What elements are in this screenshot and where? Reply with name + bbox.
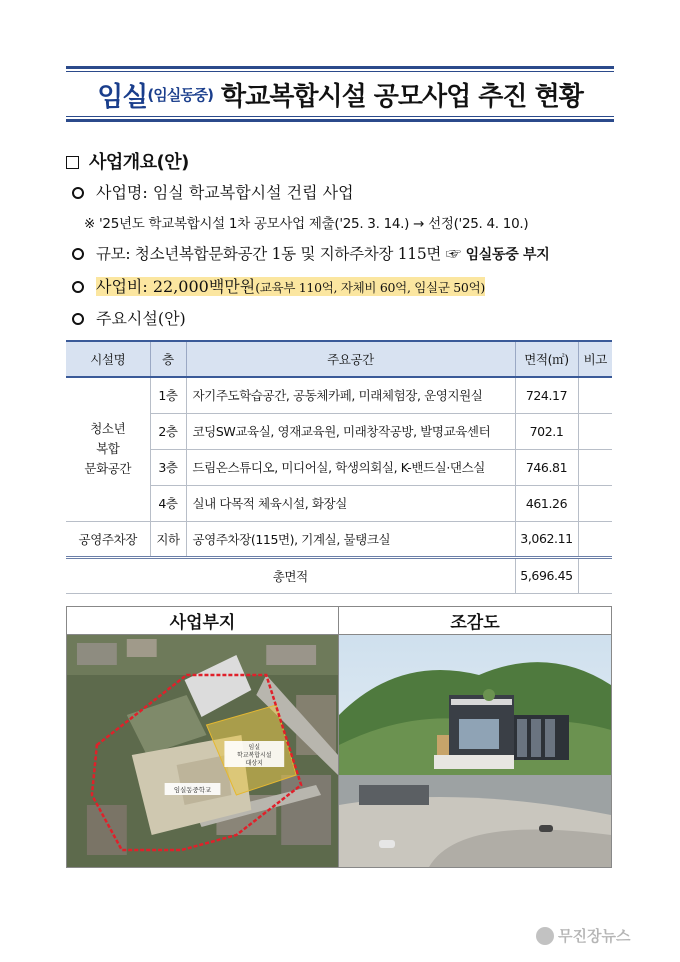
news-logo-icon [536, 927, 554, 945]
bullet-scale [72, 242, 550, 264]
table-header-row [66, 341, 612, 377]
space-cell: 자기주도학습공간, 공동체카페, 미래체험장, 운영지원실 [186, 377, 515, 413]
title-rule [66, 66, 614, 69]
budget-highlight [96, 277, 485, 296]
budget-detail: (교육부 110억, 자체비 60억, 임실군 50억) [255, 280, 485, 295]
space-cell: 공영주차장(115면), 기계실, 물탱크실 [186, 521, 515, 557]
total-area-cell: 5,696.45 [515, 557, 578, 593]
header-facility: 시설명 [66, 341, 150, 377]
area-cell: 702.1 [515, 413, 578, 449]
school-label: 임실동중학교 [173, 785, 212, 795]
table-row-parking [66, 521, 612, 557]
space-cell: 코딩SW교육실, 영재교육원, 미래창작공방, 발명교육센터 [186, 413, 515, 449]
title-main: 학교복합시설 공모사업 추진 현황 [221, 81, 583, 112]
table-row-total [66, 557, 612, 593]
note-cell [578, 449, 612, 485]
circle-bullet-icon [72, 281, 84, 293]
floor-cell: 3층 [150, 449, 186, 485]
site-label-line: 임실 [248, 743, 261, 752]
site-photo-title: 사업부지 [67, 607, 339, 635]
rendering-title: 조감도 [339, 607, 611, 635]
space-cell: 실내 다목적 체육시설, 화장실 [186, 485, 515, 521]
area-cell: 461.26 [515, 485, 578, 521]
note-cell [578, 377, 612, 413]
scale-text: 규모: 청소년복합문화공간 1동 및 지하주차장 115면 [96, 245, 442, 263]
space-cell: 드림온스튜디오, 미디어실, 학생의회실, K-밴드실·댄스실 [186, 449, 515, 485]
budget-label: 사업비: 22,000백만원 [96, 277, 256, 296]
header-area: 면적(㎡) [515, 341, 578, 377]
bullet-facilities [72, 306, 186, 329]
area-cell: 3,062.11 [515, 521, 578, 557]
group-name-cell [66, 377, 150, 521]
photos-panel [66, 606, 612, 868]
site-label-line: 대상지 [245, 759, 263, 768]
circle-bullet-icon [72, 313, 84, 325]
circle-bullet-icon [72, 187, 84, 199]
note-cell [578, 413, 612, 449]
note-cell [578, 557, 612, 593]
title-region: 임실 [97, 81, 148, 113]
facilities-text: 주요시설(안) [96, 309, 186, 328]
note-cell [578, 521, 612, 557]
bullet-budget [72, 274, 485, 297]
area-cell: 746.81 [515, 449, 578, 485]
page-title [66, 72, 614, 116]
title-rule [66, 119, 614, 122]
pointing-hand-icon: ☞ [445, 245, 461, 263]
scale-site: 임실동중 부지 [465, 247, 550, 263]
group-name-line: 청소년 [90, 421, 126, 437]
checkbox-square-icon [66, 156, 79, 169]
bullet-project-name [72, 180, 354, 203]
rendering-image [339, 635, 611, 867]
floor-cell: 4층 [150, 485, 186, 521]
floor-cell: 2층 [150, 413, 186, 449]
area-cell: 724.17 [515, 377, 578, 413]
parking-name-cell: 공영주차장 [66, 521, 150, 557]
title-rule [66, 116, 614, 117]
circle-bullet-icon [72, 248, 84, 260]
group-name-line: 문화공간 [84, 461, 132, 477]
header-note: 비고 [578, 341, 612, 377]
watermark [536, 925, 630, 946]
watermark-text: 무진장뉴스 [558, 927, 631, 945]
group-name-line: 복합 [96, 441, 120, 457]
title-sub: (임실동중) [147, 85, 214, 104]
section-heading-text: 사업개요(안) [89, 152, 189, 173]
header-space: 주요공간 [186, 341, 515, 377]
header-floor: 층 [150, 341, 186, 377]
note-cell [578, 485, 612, 521]
total-label-cell: 총면적 [66, 557, 515, 593]
site-aerial-image [67, 635, 339, 867]
site-label-line: 학교복합시설 [237, 751, 272, 760]
floor-cell: 지하 [150, 521, 186, 557]
table-row [66, 377, 612, 413]
project-name-text: 사업명: 임실 학교복합시설 건립 사업 [96, 183, 354, 202]
note-schedule: ※ '25년도 학교복합시설 1차 공모사업 제출('25. 3. 14.) → 선정('25. 4. 10.) [84, 216, 529, 232]
title-block [66, 66, 614, 122]
floor-cell: 1층 [150, 377, 186, 413]
section-heading [66, 148, 189, 174]
facilities-table [66, 340, 612, 594]
